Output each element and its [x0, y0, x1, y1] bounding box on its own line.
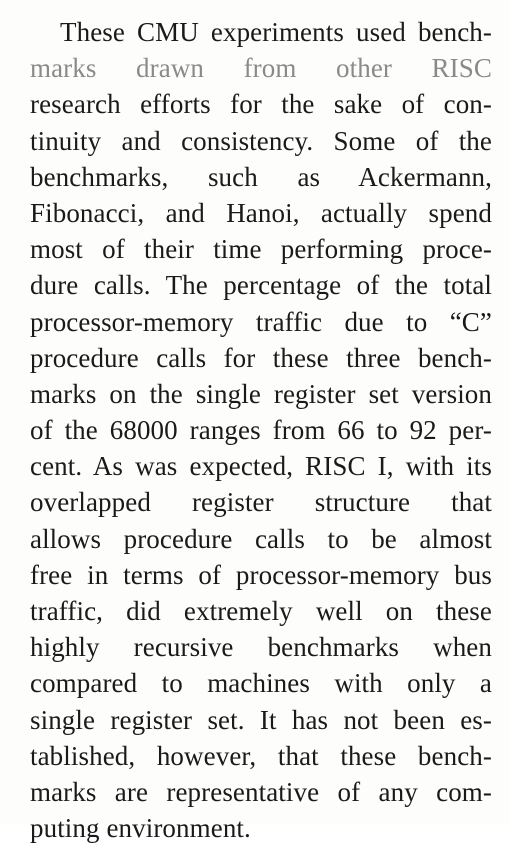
paragraph-line-2: marks drawn from other RISC: [30, 53, 492, 84]
paragraph-line-5: benchmarks, such as Ackermann,: [30, 161, 492, 192]
paragraph-line-15: allows procedure calls to be almost: [30, 523, 492, 554]
paragraph-line-9: processor-memory traffic due to “C”: [30, 306, 492, 337]
paragraph-line-1: These CMU experiments used bench-: [60, 17, 492, 47]
paragraph-line-17: traffic, did extremely well on these: [30, 596, 492, 626]
paragraph-line-21: tablished, however, that these bench-: [30, 740, 492, 771]
paragraph-line-11: marks on the single register set version: [30, 378, 492, 409]
paragraph-line-22: marks are representative of any com-: [30, 776, 492, 807]
paragraph-line-18: highly recursive benchmarks when: [30, 632, 492, 663]
paragraph-line-4: tinuity and consistency. Some of the: [30, 125, 492, 156]
paragraph-line-6: Fibonacci, and Hanoi, actually spend: [30, 197, 492, 228]
paragraph-line-16: free in terms of processor-memory bus: [30, 559, 492, 590]
paragraph-line-19: compared to machines with only a: [30, 668, 492, 699]
paragraph-line-10: procedure calls for these three bench-: [30, 342, 492, 373]
paragraph-line-20: single register set. It has not been es-: [30, 704, 492, 735]
paragraph-line-7: most of their time performing proce-: [30, 234, 492, 265]
body-paragraph: [30, 14, 492, 846]
paragraph-line-13: cent. As was expected, RISC I, with its: [30, 451, 492, 482]
paragraph-line-14: overlapped register structure that: [30, 487, 492, 518]
paragraph-line-8: dure calls. The percentage of the total: [30, 270, 492, 301]
paragraph-line-23: puting environment.: [30, 813, 251, 844]
paragraph-line-3: research efforts for the sake of con-: [30, 89, 492, 120]
paragraph-line-12: of the 68000 ranges from 66 to 92 per-: [30, 415, 492, 446]
